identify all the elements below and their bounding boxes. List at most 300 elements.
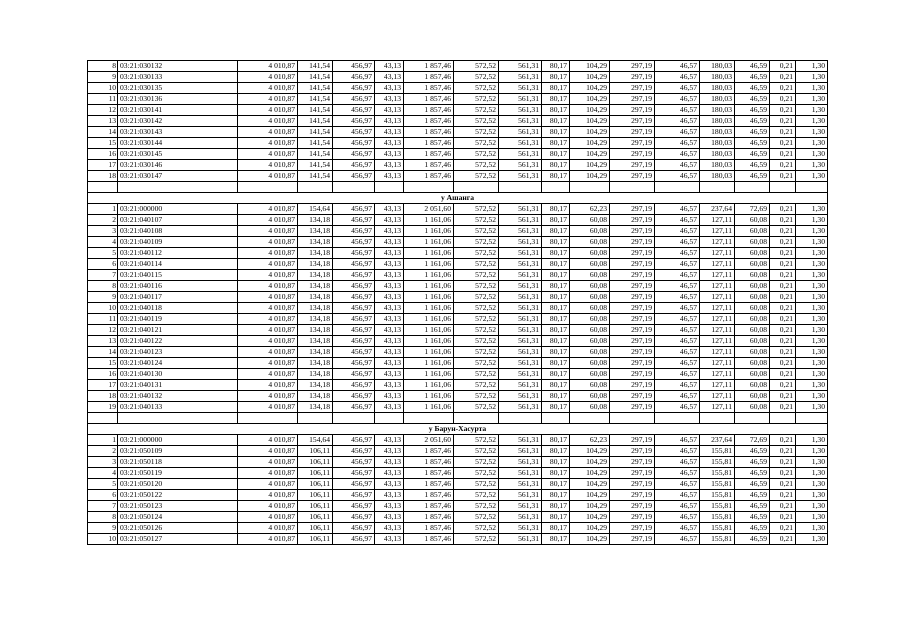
value-cell: 46,59 xyxy=(735,72,770,83)
cadastral-code-cell: 03:21:040114 xyxy=(118,259,238,270)
value-cell: 127,11 xyxy=(700,358,735,369)
value-cell: 134,18 xyxy=(298,270,333,281)
value-cell: 456,97 xyxy=(333,248,375,259)
value-cell: 180,03 xyxy=(700,94,735,105)
value-cell: 127,11 xyxy=(700,336,735,347)
value-cell: 4 010,87 xyxy=(238,380,298,391)
value-cell: 60,08 xyxy=(570,237,610,248)
value-cell: 46,57 xyxy=(655,523,700,534)
value-cell: 561,31 xyxy=(499,501,542,512)
value-cell: 104,29 xyxy=(570,138,610,149)
value-cell: 60,08 xyxy=(570,215,610,226)
value-cell: 561,31 xyxy=(499,171,542,182)
value-cell: 180,03 xyxy=(700,160,735,171)
value-cell: 1 857,46 xyxy=(404,171,454,182)
value-cell: 104,29 xyxy=(570,160,610,171)
empty-cell xyxy=(454,182,499,193)
value-cell: 1 857,46 xyxy=(404,94,454,105)
value-cell: 561,31 xyxy=(499,347,542,358)
value-cell: 106,11 xyxy=(298,512,333,523)
value-cell: 1,30 xyxy=(796,501,828,512)
value-cell: 4 010,87 xyxy=(238,72,298,83)
value-cell: 0,21 xyxy=(770,479,796,490)
value-cell: 46,59 xyxy=(735,534,770,545)
value-cell: 456,97 xyxy=(333,512,375,523)
value-cell: 297,19 xyxy=(610,237,655,248)
cadastral-code-cell: 03:21:040132 xyxy=(118,391,238,402)
cadastral-code-cell: 03:21:050119 xyxy=(118,468,238,479)
table-row xyxy=(88,303,828,314)
value-cell: 297,19 xyxy=(610,127,655,138)
value-cell: 155,81 xyxy=(700,512,735,523)
value-cell: 561,31 xyxy=(499,127,542,138)
value-cell: 297,19 xyxy=(610,270,655,281)
value-cell: 297,19 xyxy=(610,325,655,336)
table-row xyxy=(88,248,828,259)
value-cell: 297,19 xyxy=(610,380,655,391)
value-cell: 46,57 xyxy=(655,237,700,248)
table-row xyxy=(88,105,828,116)
value-cell: 80,17 xyxy=(542,127,570,138)
value-cell: 4 010,87 xyxy=(238,61,298,72)
value-cell: 1 857,46 xyxy=(404,457,454,468)
row-number-cell: 4 xyxy=(88,237,118,248)
value-cell: 46,59 xyxy=(735,523,770,534)
section-header-row xyxy=(88,193,828,204)
value-cell: 43,13 xyxy=(375,226,404,237)
value-cell: 4 010,87 xyxy=(238,402,298,413)
value-cell: 46,59 xyxy=(735,468,770,479)
row-number-cell: 12 xyxy=(88,325,118,336)
value-cell: 46,59 xyxy=(735,116,770,127)
value-cell: 106,11 xyxy=(298,501,333,512)
value-cell: 106,11 xyxy=(298,490,333,501)
value-cell: 127,11 xyxy=(700,369,735,380)
value-cell: 155,81 xyxy=(700,457,735,468)
empty-cell xyxy=(570,413,610,424)
value-cell: 127,11 xyxy=(700,292,735,303)
cadastral-code-cell: 03:21:000000 xyxy=(118,435,238,446)
value-cell: 60,08 xyxy=(735,303,770,314)
value-cell: 297,19 xyxy=(610,457,655,468)
table-row xyxy=(88,490,828,501)
value-cell: 154,64 xyxy=(298,204,333,215)
table-row xyxy=(88,358,828,369)
value-cell: 0,21 xyxy=(770,501,796,512)
value-cell: 572,52 xyxy=(454,94,499,105)
value-cell: 561,31 xyxy=(499,105,542,116)
row-number-cell: 9 xyxy=(88,72,118,83)
value-cell: 237,64 xyxy=(700,435,735,446)
value-cell: 43,13 xyxy=(375,248,404,259)
value-cell: 180,03 xyxy=(700,171,735,182)
value-cell: 62,23 xyxy=(570,204,610,215)
value-cell: 572,52 xyxy=(454,215,499,226)
value-cell: 4 010,87 xyxy=(238,248,298,259)
value-cell: 4 010,87 xyxy=(238,479,298,490)
value-cell: 46,59 xyxy=(735,149,770,160)
row-number-cell: 7 xyxy=(88,501,118,512)
table-row xyxy=(88,215,828,226)
value-cell: 561,31 xyxy=(499,226,542,237)
value-cell: 46,57 xyxy=(655,479,700,490)
value-cell: 134,18 xyxy=(298,292,333,303)
value-cell: 46,57 xyxy=(655,160,700,171)
value-cell: 561,31 xyxy=(499,160,542,171)
value-cell: 1,30 xyxy=(796,512,828,523)
value-cell: 572,52 xyxy=(454,490,499,501)
value-cell: 80,17 xyxy=(542,171,570,182)
value-cell: 561,31 xyxy=(499,534,542,545)
value-cell: 1,30 xyxy=(796,61,828,72)
value-cell: 46,57 xyxy=(655,336,700,347)
cadastral-code-cell: 03:21:040121 xyxy=(118,325,238,336)
value-cell: 141,54 xyxy=(298,72,333,83)
row-number-cell: 15 xyxy=(88,358,118,369)
value-cell: 1,30 xyxy=(796,358,828,369)
table-row xyxy=(88,512,828,523)
value-cell: 134,18 xyxy=(298,259,333,270)
value-cell: 561,31 xyxy=(499,391,542,402)
value-cell: 561,31 xyxy=(499,435,542,446)
cadastral-code-cell: 03:21:030147 xyxy=(118,171,238,182)
value-cell: 104,29 xyxy=(570,479,610,490)
value-cell: 572,52 xyxy=(454,523,499,534)
value-cell: 43,13 xyxy=(375,237,404,248)
cadastral-code-cell: 03:21:030144 xyxy=(118,138,238,149)
value-cell: 456,97 xyxy=(333,534,375,545)
value-cell: 80,17 xyxy=(542,303,570,314)
value-cell: 297,19 xyxy=(610,435,655,446)
table-row xyxy=(88,61,828,72)
value-cell: 456,97 xyxy=(333,325,375,336)
value-cell: 297,19 xyxy=(610,281,655,292)
value-cell: 4 010,87 xyxy=(238,336,298,347)
value-cell: 46,59 xyxy=(735,160,770,171)
value-cell: 561,31 xyxy=(499,270,542,281)
value-cell: 297,19 xyxy=(610,347,655,358)
value-cell: 1,30 xyxy=(796,138,828,149)
spacer-row xyxy=(88,413,828,424)
value-cell: 456,97 xyxy=(333,72,375,83)
table-row xyxy=(88,259,828,270)
value-cell: 1,30 xyxy=(796,391,828,402)
value-cell: 0,21 xyxy=(770,391,796,402)
value-cell: 60,08 xyxy=(735,402,770,413)
value-cell: 2 051,60 xyxy=(404,204,454,215)
value-cell: 60,08 xyxy=(735,380,770,391)
value-cell: 43,13 xyxy=(375,160,404,171)
value-cell: 572,52 xyxy=(454,259,499,270)
value-cell: 80,17 xyxy=(542,347,570,358)
value-cell: 43,13 xyxy=(375,369,404,380)
value-cell: 1,30 xyxy=(796,149,828,160)
value-cell: 561,31 xyxy=(499,204,542,215)
value-cell: 4 010,87 xyxy=(238,116,298,127)
value-cell: 561,31 xyxy=(499,369,542,380)
value-cell: 43,13 xyxy=(375,325,404,336)
value-cell: 4 010,87 xyxy=(238,204,298,215)
value-cell: 4 010,87 xyxy=(238,127,298,138)
value-cell: 297,19 xyxy=(610,105,655,116)
row-number-cell: 14 xyxy=(88,347,118,358)
value-cell: 297,19 xyxy=(610,171,655,182)
value-cell: 43,13 xyxy=(375,94,404,105)
value-cell: 46,57 xyxy=(655,292,700,303)
value-cell: 456,97 xyxy=(333,490,375,501)
value-cell: 60,08 xyxy=(570,336,610,347)
value-cell: 180,03 xyxy=(700,149,735,160)
row-number-cell: 2 xyxy=(88,215,118,226)
value-cell: 297,19 xyxy=(610,490,655,501)
value-cell: 43,13 xyxy=(375,61,404,72)
value-cell: 4 010,87 xyxy=(238,391,298,402)
value-cell: 456,97 xyxy=(333,380,375,391)
cadastral-code-cell: 03:21:040123 xyxy=(118,347,238,358)
value-cell: 46,59 xyxy=(735,61,770,72)
value-cell: 4 010,87 xyxy=(238,281,298,292)
value-cell: 106,11 xyxy=(298,468,333,479)
empty-cell xyxy=(88,413,118,424)
value-cell: 46,57 xyxy=(655,72,700,83)
value-cell: 561,31 xyxy=(499,358,542,369)
empty-cell xyxy=(610,182,655,193)
value-cell: 0,21 xyxy=(770,237,796,248)
value-cell: 46,57 xyxy=(655,215,700,226)
value-cell: 104,29 xyxy=(570,523,610,534)
value-cell: 127,11 xyxy=(700,314,735,325)
value-cell: 134,18 xyxy=(298,248,333,259)
value-cell: 572,52 xyxy=(454,127,499,138)
value-cell: 46,57 xyxy=(655,347,700,358)
value-cell: 1,30 xyxy=(796,457,828,468)
value-cell: 4 010,87 xyxy=(238,160,298,171)
value-cell: 46,57 xyxy=(655,138,700,149)
value-cell: 572,52 xyxy=(454,512,499,523)
value-cell: 297,19 xyxy=(610,292,655,303)
value-cell: 0,21 xyxy=(770,534,796,545)
empty-cell xyxy=(238,182,298,193)
value-cell: 456,97 xyxy=(333,127,375,138)
value-cell: 80,17 xyxy=(542,72,570,83)
value-cell: 561,31 xyxy=(499,457,542,468)
value-cell: 561,31 xyxy=(499,248,542,259)
value-cell: 297,19 xyxy=(610,446,655,457)
value-cell: 60,08 xyxy=(570,358,610,369)
empty-cell xyxy=(298,413,333,424)
value-cell: 4 010,87 xyxy=(238,237,298,248)
row-number-cell: 12 xyxy=(88,105,118,116)
value-cell: 1,30 xyxy=(796,72,828,83)
cadastral-code-cell: 03:21:040107 xyxy=(118,215,238,226)
value-cell: 155,81 xyxy=(700,534,735,545)
value-cell: 127,11 xyxy=(700,215,735,226)
value-cell: 134,18 xyxy=(298,402,333,413)
value-cell: 80,17 xyxy=(542,380,570,391)
row-number-cell: 15 xyxy=(88,138,118,149)
value-cell: 4 010,87 xyxy=(238,259,298,270)
value-cell: 561,31 xyxy=(499,479,542,490)
value-cell: 1,30 xyxy=(796,303,828,314)
value-cell: 0,21 xyxy=(770,446,796,457)
value-cell: 456,97 xyxy=(333,259,375,270)
value-cell: 456,97 xyxy=(333,457,375,468)
row-number-cell: 1 xyxy=(88,204,118,215)
value-cell: 297,19 xyxy=(610,160,655,171)
value-cell: 456,97 xyxy=(333,270,375,281)
empty-cell xyxy=(499,413,542,424)
value-cell: 0,21 xyxy=(770,270,796,281)
value-cell: 0,21 xyxy=(770,204,796,215)
value-cell: 4 010,87 xyxy=(238,292,298,303)
value-cell: 0,21 xyxy=(770,226,796,237)
value-cell: 60,08 xyxy=(735,215,770,226)
value-cell: 0,21 xyxy=(770,94,796,105)
value-cell: 4 010,87 xyxy=(238,325,298,336)
value-cell: 46,59 xyxy=(735,171,770,182)
cadastral-code-cell: 03:21:030133 xyxy=(118,72,238,83)
value-cell: 1,30 xyxy=(796,105,828,116)
row-number-cell: 9 xyxy=(88,292,118,303)
value-cell: 4 010,87 xyxy=(238,314,298,325)
value-cell: 106,11 xyxy=(298,479,333,490)
value-cell: 456,97 xyxy=(333,523,375,534)
value-cell: 297,19 xyxy=(610,314,655,325)
value-cell: 572,52 xyxy=(454,369,499,380)
value-cell: 141,54 xyxy=(298,116,333,127)
value-cell: 1,30 xyxy=(796,479,828,490)
value-cell: 1 161,06 xyxy=(404,281,454,292)
value-cell: 1,30 xyxy=(796,402,828,413)
value-cell: 0,21 xyxy=(770,468,796,479)
value-cell: 1,30 xyxy=(796,490,828,501)
value-cell: 180,03 xyxy=(700,116,735,127)
value-cell: 1,30 xyxy=(796,83,828,94)
value-cell: 297,19 xyxy=(610,149,655,160)
row-number-cell: 13 xyxy=(88,336,118,347)
value-cell: 1,30 xyxy=(796,336,828,347)
value-cell: 561,31 xyxy=(499,149,542,160)
value-cell: 127,11 xyxy=(700,303,735,314)
value-cell: 46,59 xyxy=(735,512,770,523)
value-cell: 1 857,46 xyxy=(404,523,454,534)
table-row xyxy=(88,226,828,237)
value-cell: 0,21 xyxy=(770,61,796,72)
cadastral-code-cell: 03:21:030146 xyxy=(118,160,238,171)
value-cell: 127,11 xyxy=(700,237,735,248)
row-number-cell: 3 xyxy=(88,226,118,237)
value-cell: 141,54 xyxy=(298,127,333,138)
value-cell: 134,18 xyxy=(298,281,333,292)
value-cell: 155,81 xyxy=(700,490,735,501)
value-cell: 46,57 xyxy=(655,314,700,325)
table-body xyxy=(88,61,828,545)
value-cell: 1,30 xyxy=(796,237,828,248)
value-cell: 80,17 xyxy=(542,369,570,380)
value-cell: 297,19 xyxy=(610,534,655,545)
value-cell: 43,13 xyxy=(375,259,404,270)
value-cell: 80,17 xyxy=(542,160,570,171)
value-cell: 60,08 xyxy=(570,391,610,402)
value-cell: 1,30 xyxy=(796,347,828,358)
value-cell: 46,57 xyxy=(655,534,700,545)
value-cell: 1 161,06 xyxy=(404,303,454,314)
value-cell: 297,19 xyxy=(610,138,655,149)
value-cell: 297,19 xyxy=(610,468,655,479)
value-cell: 1 161,06 xyxy=(404,314,454,325)
value-cell: 72,69 xyxy=(735,435,770,446)
value-cell: 572,52 xyxy=(454,72,499,83)
value-cell: 80,17 xyxy=(542,512,570,523)
value-cell: 1,30 xyxy=(796,127,828,138)
empty-cell xyxy=(796,182,828,193)
value-cell: 60,08 xyxy=(735,248,770,259)
value-cell: 80,17 xyxy=(542,105,570,116)
value-cell: 155,81 xyxy=(700,468,735,479)
value-cell: 4 010,87 xyxy=(238,149,298,160)
value-cell: 1 161,06 xyxy=(404,215,454,226)
value-cell: 180,03 xyxy=(700,61,735,72)
value-cell: 297,19 xyxy=(610,358,655,369)
empty-cell xyxy=(542,182,570,193)
value-cell: 0,21 xyxy=(770,83,796,94)
value-cell: 1 857,46 xyxy=(404,501,454,512)
table-row xyxy=(88,468,828,479)
value-cell: 297,19 xyxy=(610,512,655,523)
value-cell: 456,97 xyxy=(333,171,375,182)
value-cell: 80,17 xyxy=(542,83,570,94)
row-number-cell: 7 xyxy=(88,270,118,281)
value-cell: 297,19 xyxy=(610,501,655,512)
value-cell: 1,30 xyxy=(796,523,828,534)
spacer-row xyxy=(88,182,828,193)
value-cell: 297,19 xyxy=(610,336,655,347)
value-cell: 0,21 xyxy=(770,215,796,226)
value-cell: 141,54 xyxy=(298,160,333,171)
value-cell: 46,57 xyxy=(655,248,700,259)
row-number-cell: 11 xyxy=(88,314,118,325)
empty-cell xyxy=(238,413,298,424)
cadastral-code-cell: 03:21:040119 xyxy=(118,314,238,325)
value-cell: 456,97 xyxy=(333,105,375,116)
value-cell: 43,13 xyxy=(375,490,404,501)
empty-cell xyxy=(570,182,610,193)
value-cell: 297,19 xyxy=(610,303,655,314)
value-cell: 0,21 xyxy=(770,369,796,380)
value-cell: 297,19 xyxy=(610,61,655,72)
value-cell: 127,11 xyxy=(700,325,735,336)
value-cell: 1 857,46 xyxy=(404,83,454,94)
value-cell: 104,29 xyxy=(570,61,610,72)
value-cell: 0,21 xyxy=(770,72,796,83)
value-cell: 4 010,87 xyxy=(238,534,298,545)
value-cell: 60,08 xyxy=(570,303,610,314)
value-cell: 0,21 xyxy=(770,314,796,325)
value-cell: 4 010,87 xyxy=(238,270,298,281)
value-cell: 43,13 xyxy=(375,391,404,402)
section-title: у Ашанга xyxy=(88,193,828,204)
row-number-cell: 6 xyxy=(88,259,118,270)
row-number-cell: 13 xyxy=(88,116,118,127)
value-cell: 46,57 xyxy=(655,380,700,391)
value-cell: 0,21 xyxy=(770,303,796,314)
table-row xyxy=(88,479,828,490)
empty-cell xyxy=(499,182,542,193)
value-cell: 134,18 xyxy=(298,391,333,402)
value-cell: 297,19 xyxy=(610,116,655,127)
tariff-table xyxy=(87,60,828,545)
value-cell: 572,52 xyxy=(454,237,499,248)
